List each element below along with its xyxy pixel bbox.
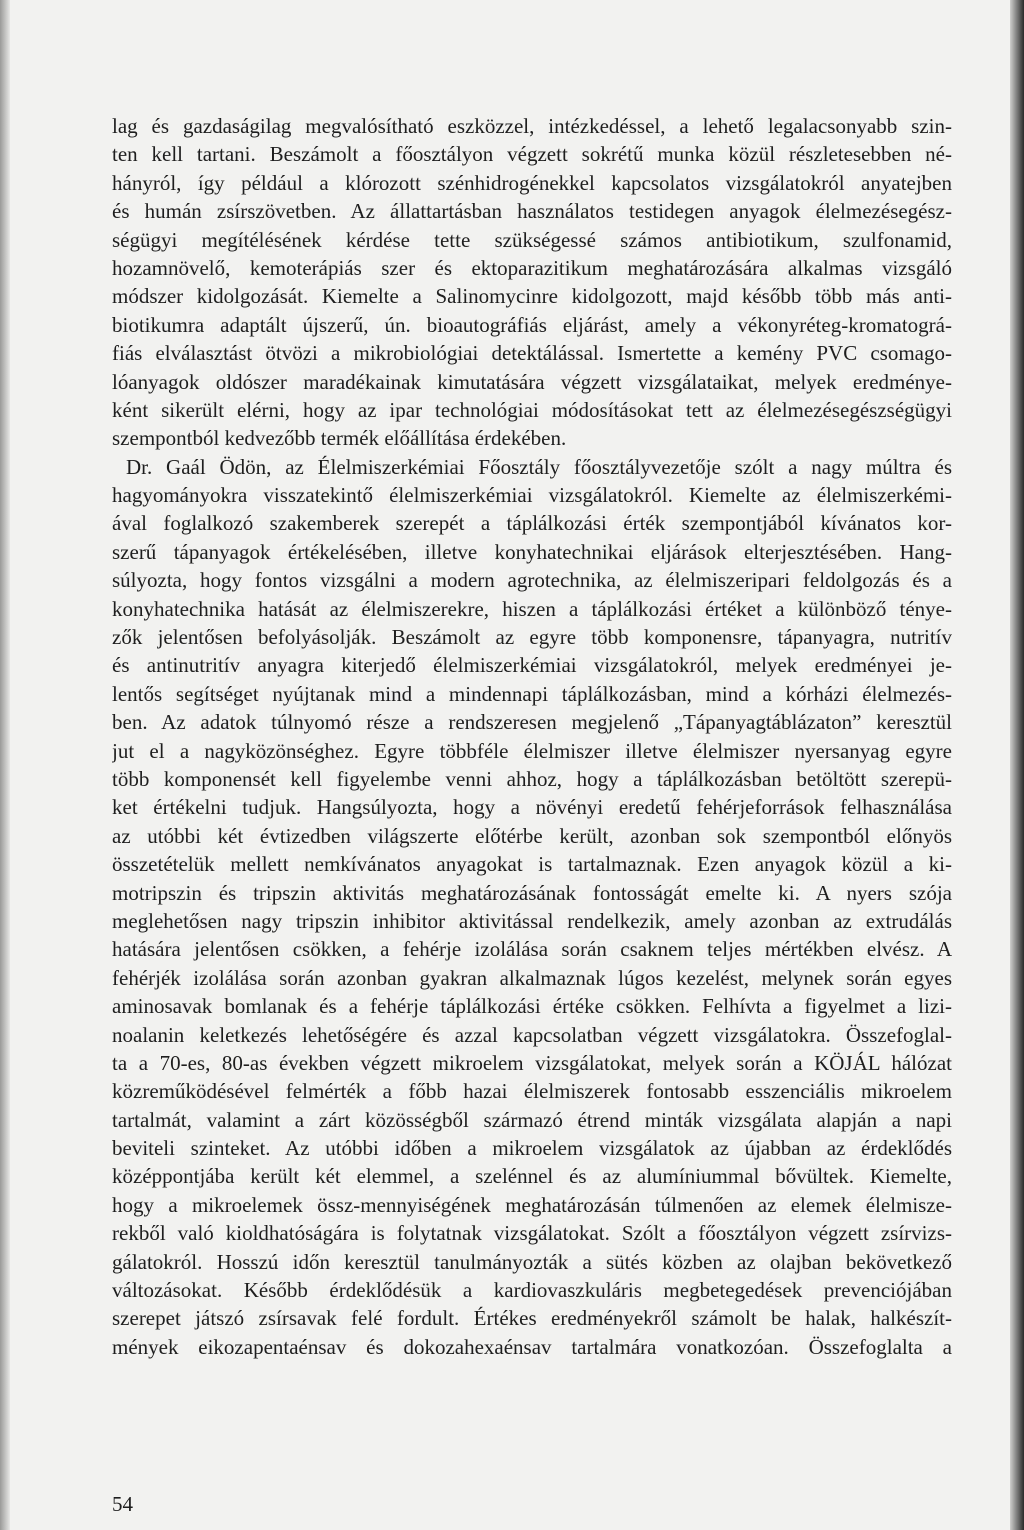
text-line: hatására jelentősen csökken, a fehérje izolálása során csaknem teljes mértékben elvész. A xyxy=(112,937,952,962)
text-line: hozamnövelő, kemoterápiás szer és ektoparazitikum meghatározására alkalmas vizsgáló xyxy=(112,255,952,280)
text-line: ségügyi megítélésének kérdése tette szükségessé számos antibiotikum, szulfonamid, xyxy=(112,227,952,252)
text-line: biotikumra adaptált újszerű, ún. bioautográfiás eljárást, amely a vékonyréteg-kromatográ- xyxy=(112,312,952,337)
text-line: hányról, így például a klórozott szénhidrogénekkel kapcsolatos vizsgálatokról anyatejben xyxy=(112,170,952,195)
text-line: fiás elválasztást ötvözi a mikrobiológiai detektálással. Ismertette a kemény PVC csomago- xyxy=(112,341,952,366)
text-line: noalanin keletkezés lehetőségére és azzal kapcsolatban végzett vizsgálatokra. Összefoglal- xyxy=(112,1022,952,1047)
text-line: ket értékelni tudjuk. Hangsúlyozta, hogy a növényi eredetű fehérjeforrások felhasználása xyxy=(112,795,952,820)
page-left-edge-shadow xyxy=(0,0,10,1530)
text-line: aminosavak bomlanak és a fehérje táplálkozási értéke csökken. Felhívta a figyelmet a lizi- xyxy=(112,994,952,1019)
text-line: zők jelentősen befolyásolják. Beszámolt az egyre több komponensre, tápanyagra, nutritív xyxy=(112,625,952,650)
text-line: összetételük mellett nemkívánatos anyagokat is tartalmaznak. Ezen anyagok közül a ki- xyxy=(112,852,952,877)
text-line: jut el a nagyközönséghez. Egyre többféle élelmiszer illetve élelmiszer nyersanyag egyre xyxy=(112,738,952,763)
text-line: motripszin és tripszin aktivitás meghatározásának fontosságát emelte ki. A nyers szója xyxy=(112,880,952,905)
text-line: súlyozta, hogy fontos vizsgálni a modern agrotechnika, az élelmiszeripari feldolgozás és a xyxy=(112,568,952,593)
text-line: lóanyagok oldószer maradékainak kimutatására végzett vizsgálataikat, melyek eredménye- xyxy=(112,369,952,394)
text-line: módszer kidolgozását. Kiemelte a Salinomycinre kidolgozott, majd később több más anti- xyxy=(112,284,952,309)
text-line: ten kell tartani. Beszámolt a főosztályon végzett sokrétű munka közül részletesebben né- xyxy=(112,142,952,167)
text-line: és humán zsírszövetben. Az állattartásban használatos testidegen anyagok élelmezésegész- xyxy=(112,199,952,224)
text-line: változásokat. Később érdeklődésük a kardiovaszkuláris megbetegedések prevenciójában xyxy=(112,1278,952,1303)
page-number: 54 xyxy=(112,1492,133,1516)
text-line: közreműködésével felmérték a főbb hazai élelmiszerek fontosabb esszenciális mikroelem xyxy=(112,1079,952,1104)
text-line: ta a 70-es, 80-as években végzett mikroelem vizsgálatokat, melyek során a KÖJÁL hálózat xyxy=(112,1050,952,1075)
text-line: ként sikerült elérni, hogy az ipar technológiai módosításokat tett az élelmezésegészségügyi xyxy=(112,397,952,422)
body-text xyxy=(112,112,952,1361)
text-line: ben. Az adatok túlnyomó része a rendszeresen megjelenő „Tápanyagtáblázaton” keresztül xyxy=(112,710,952,735)
text-line: meglehetősen nagy tripszin inhibitor aktivitással rendelkezik, amely azonban az extrudálás xyxy=(112,908,952,933)
text-line: gálatokról. Hosszú időn keresztül tanulmányozták a sütés közben az olajban bekövetkező xyxy=(112,1249,952,1274)
text-line: ával foglalkozó szakemberek szerepét a táplálkozási érték szempontjából kívánatos kor- xyxy=(112,511,952,536)
text-line: szerű tápanyagok értékelésében, illetve konyhatechnikai eljárások elterjesztésében. Hang- xyxy=(112,539,952,564)
page-right-edge-shadow xyxy=(1010,0,1024,1530)
text-line: hagyományokra visszatekintő élelmiszerkémiai vizsgálatokról. Kiemelte az élelmiszerkémi- xyxy=(112,483,952,508)
text-line: szerepet játszó zsírsavak felé fordult. Értékes eredményekről számolt be halak, halkészít- xyxy=(112,1306,952,1331)
text-line: és antinutritív anyagra kiterjedő élelmiszerkémiai vizsgálatokról, melyek eredményei je- xyxy=(112,653,952,678)
text-line: konyhatechnika hatását az élelmiszerekre, hiszen a táplálkozási értéket a különböző ténye- xyxy=(112,596,952,621)
text-line: szempontból kedvezőbb termék előállítása érdekében. xyxy=(112,426,567,451)
text-line: tartalmát, valamint a zárt közösségből származó étrend minták vizsgálata alapján a napi xyxy=(112,1107,952,1132)
text-line: lentős segítséget nyújtanak mind a mindennapi táplálkozásban, mind a kórházi élelmezés- xyxy=(112,681,952,706)
text-line: több komponensét kell figyelembe venni ahhoz, hogy a táplálkozásban betöltött szerepü- xyxy=(112,766,952,791)
text-line: Dr. Gaál Ödön, az Élelmiszerkémiai Főosztály főosztályvezetője szólt a nagy múltra és xyxy=(126,454,952,479)
text-line: fehérjék izolálása során azonban gyakran alkalmaznak lúgos kezelést, melynek során egyes xyxy=(112,965,952,990)
text-line: mények eikozapentaénsav és dokozahexaénsav tartalmára vonatkozóan. Összefoglalta a xyxy=(112,1334,952,1359)
text-line: beviteli szinteket. Az utóbbi időben a mikroelem vizsgálatok az újabban az érdeklődés xyxy=(112,1136,952,1161)
text-line: rekből való kioldhatóságára is folytatnak vizsgálatokat. Szólt a főosztályon végzett zsírvizs- xyxy=(112,1221,952,1246)
text-line: az utóbbi két évtizedben világszerte előtérbe került, azonban sok szempontból előnyös xyxy=(112,823,952,848)
text-line: hogy a mikroelemek össz-mennyiségének meghatározásán túlmenően az elemek élelmisze- xyxy=(112,1192,952,1217)
text-line: lag és gazdaságilag megvalósítható eszközzel, intézkedéssel, a lehető legalacsonyabb szin- xyxy=(112,114,952,138)
text-line: középpontjába került két elemmel, a szelénnel és az alumíniummal bővültek. Kiemelte, xyxy=(112,1164,952,1189)
